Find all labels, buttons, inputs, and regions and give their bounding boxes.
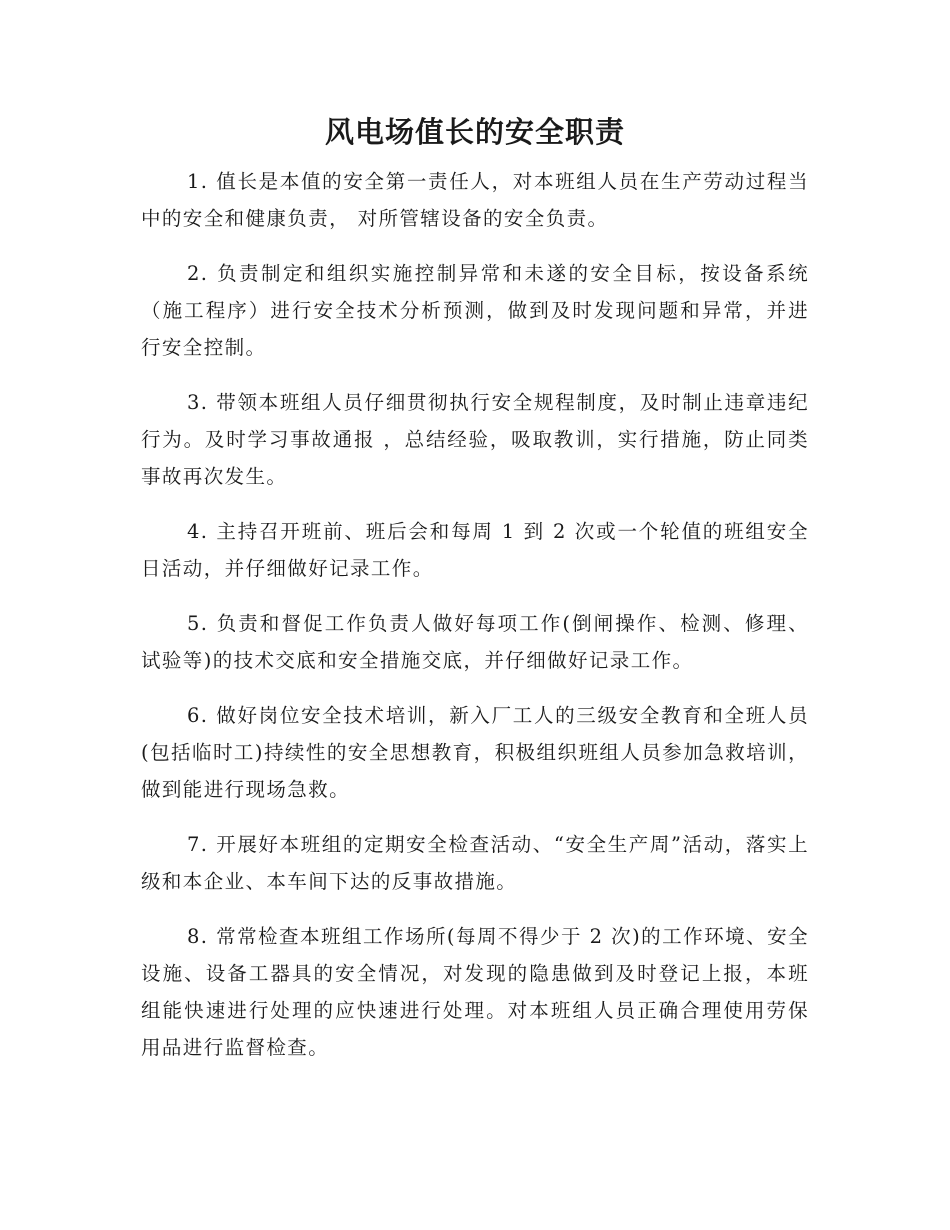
duty-item-4: 4. 主持召开班前、班后会和每周 1 到 2 次或一个轮值的班组安全日活动，并仔细做好记录工作。 [141, 520, 809, 580]
duty-item-3: 3. 带领本班组人员仔细贯彻执行安全规程制度，及时制止违章违纪行为。及时学习事故通报 ，总结经验，吸取教训，实行措施，防止同类事故再次发生。 [141, 391, 809, 488]
document-title: 风电场值长的安全职责 [324, 115, 625, 149]
duty-item-8: 8. 常常检查本班组工作场所(每周不得少于 2 次)的工作环境、安全设施、设备工器具的安全情况，对发现的隐患做到及时登记上报，本班组能快速进行处理的应快速进行处理。对本班组人员正确合理使用劳保用品进行监督检查。 [141, 925, 809, 1059]
duty-item-5: 5. 负责和督促工作负责人做好每项工作(倒闸操作、检测、修理、试验等)的技术交底和安全措施交底，并仔细做好记录工作。 [141, 612, 809, 672]
duty-item-1: 1. 值长是本值的安全第一责任人，对本班组人员在生产劳动过程当中的安全和健康负责， 对所管辖设备的安全负责。 [141, 170, 809, 230]
duty-item-6: 6. 做好岗位安全技术培训，新入厂工人的三级安全教育和全班人员(包括临时工)持续性的安全思想教育，积极组织班组人员参加急救培训，做到能进行现场急救。 [141, 704, 809, 801]
document-body [141, 163, 809, 1084]
duty-item-7: 7. 开展好本班组的定期安全检查活动、“安全生产周”活动，落实上级和本企业、本车间下达的反事故措施。 [141, 833, 809, 893]
duty-item-2: 2. 负责制定和组织实施控制异常和未遂的安全目标，按设备系统（施工程序）进行安全技术分析预测，做到及时发现问题和异常，并进行安全控制。 [141, 262, 809, 359]
